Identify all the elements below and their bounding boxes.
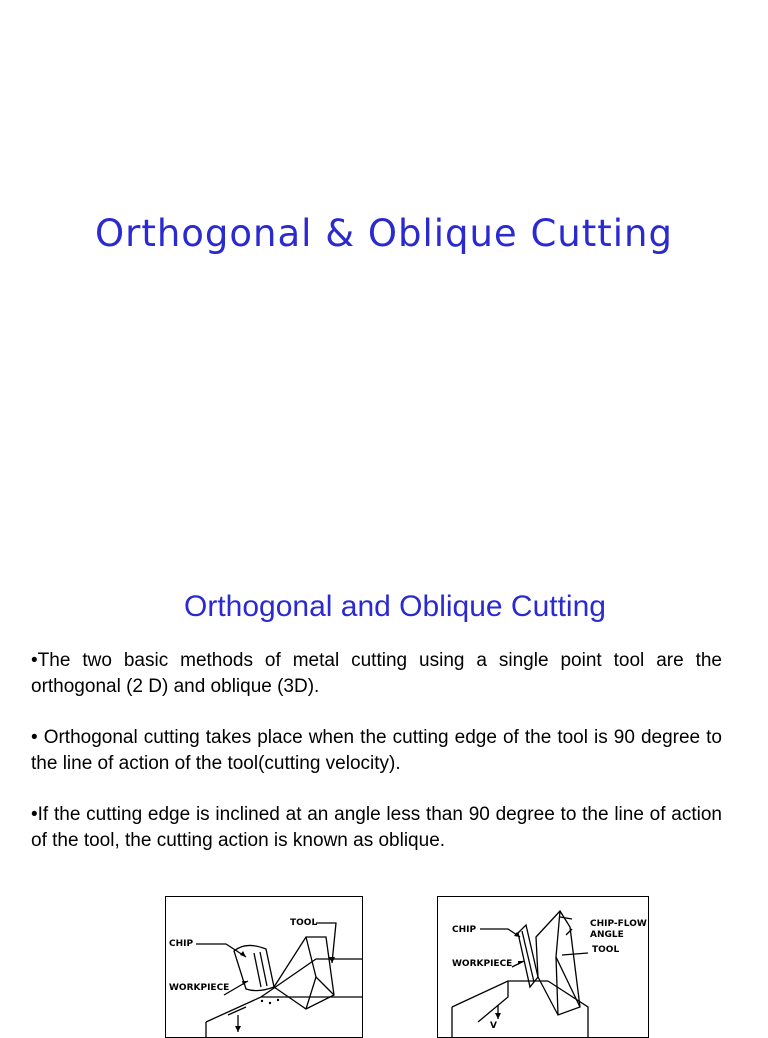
slide-title: Orthogonal & Oblique Cutting [95, 212, 673, 255]
velocity-label: V [490, 1021, 497, 1031]
chip-label: CHIP [169, 939, 194, 949]
chip-label: CHIP [452, 925, 477, 935]
bullet-item: • Orthogonal cutting takes place when the cutting edge of the tool is 90 degree to the line of action of the tool(cutting velocity). [31, 727, 722, 774]
tool-label: TOOL [592, 945, 620, 955]
section-title: Orthogonal and Oblique Cutting [184, 590, 606, 623]
orthogonal-drawing [166, 897, 362, 1037]
tool-label: TOOL [290, 918, 318, 928]
bullet-item: •The two basic methods of metal cutting using a single point tool are the orthogonal (2 D) and oblique (3D). [31, 650, 722, 697]
bullet-item: •If the cutting edge is inclined at an angle less than 90 degree to the line of action of the tool, the cutting action is known as oblique. [31, 804, 722, 851]
chip-flow-angle-label: CHIP-FLOW ANGLE [590, 919, 647, 940]
orthogonal-cutting-figure [165, 896, 363, 1038]
workpiece-label: WORKPIECE [169, 983, 230, 993]
workpiece-label: WORKPIECE [452, 959, 513, 969]
oblique-cutting-figure [437, 896, 649, 1038]
bullet-list [31, 648, 722, 879]
